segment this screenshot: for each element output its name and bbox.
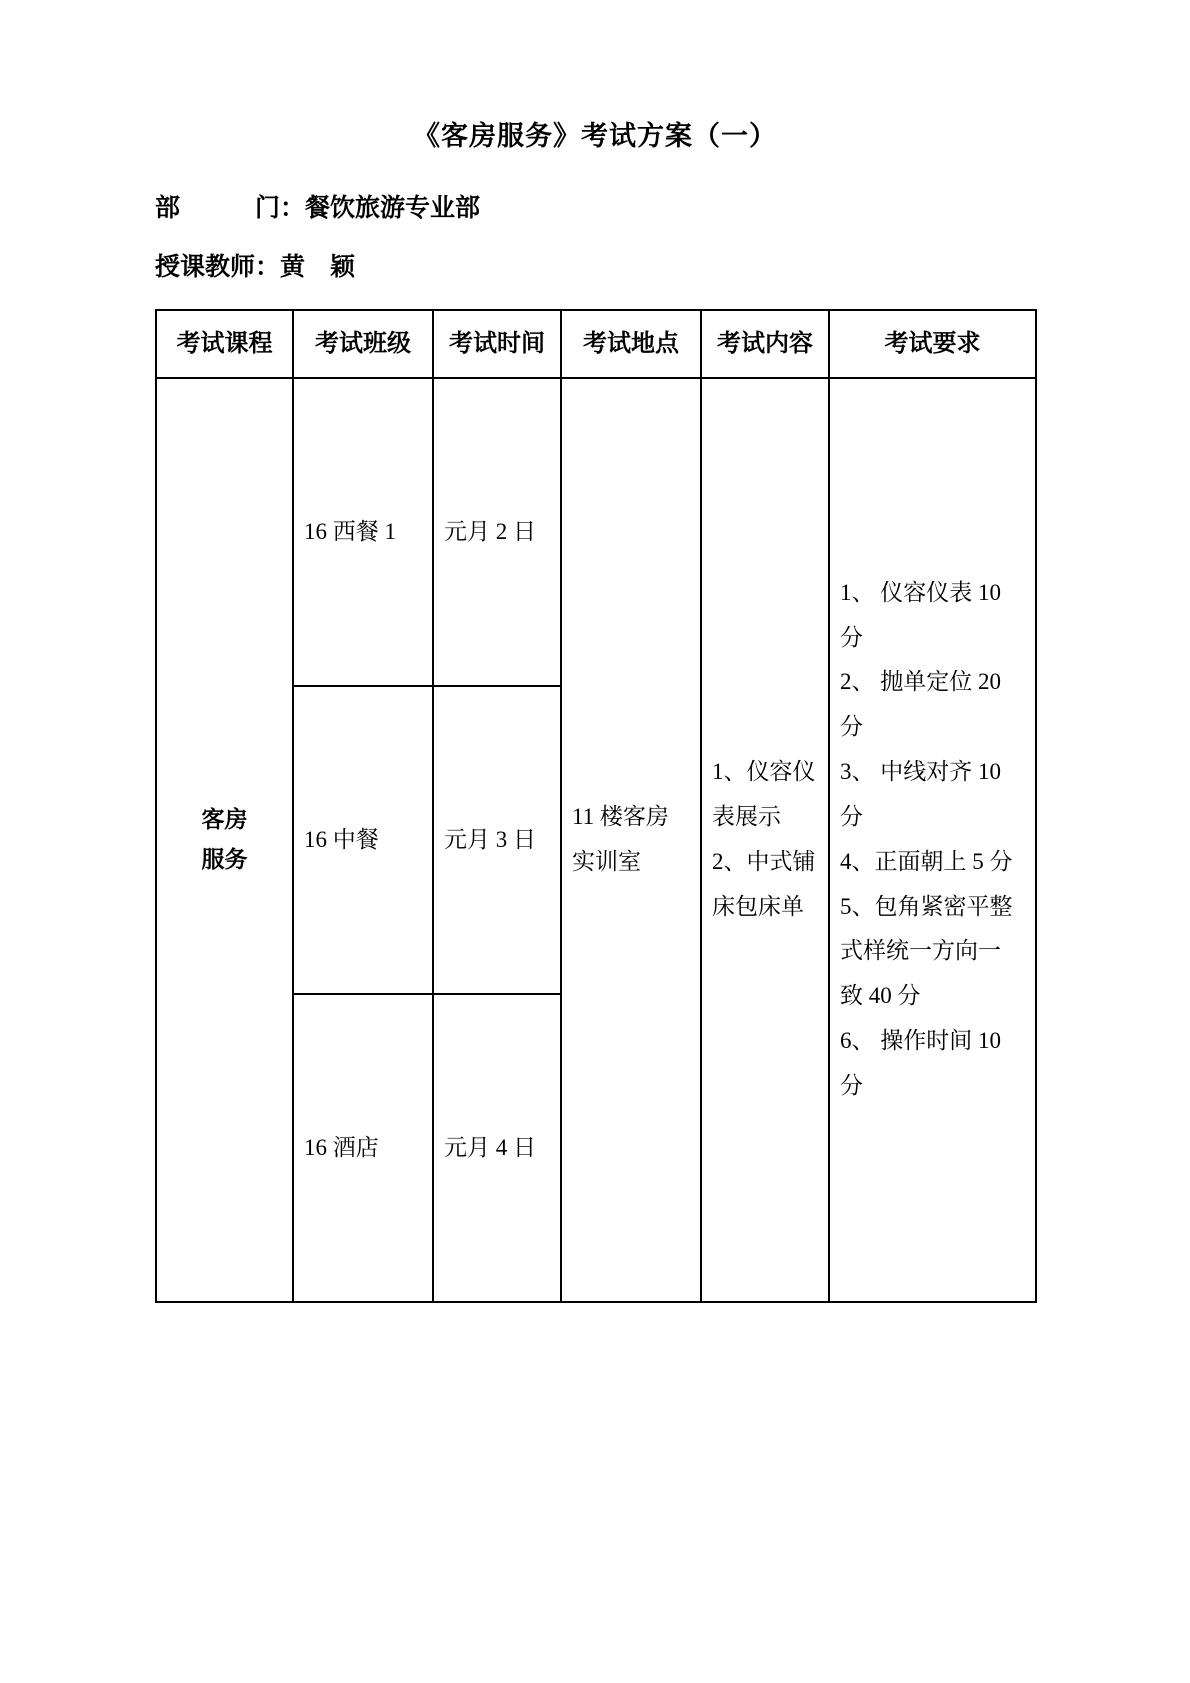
course-line-2: 服务 [201,846,248,872]
requirement-line-7: 4、正面朝上 5 分 [840,848,1013,874]
cell-time-3: 元月 4 日 [433,994,561,1302]
requirement-line-12: 分 [840,1073,863,1099]
cell-requirement [829,378,1036,1302]
header-course: 考试课程 [156,310,293,378]
header-place: 考试地点 [561,310,701,378]
requirement-line-1: 1、 仪容仪表 10 [840,579,1001,605]
header-requirement: 考试要求 [829,310,1036,378]
place-line-2: 实训室 [572,848,641,874]
table-header-row [156,310,1036,378]
cell-content [701,378,829,1302]
content-line-1: 1、仪容仪 [712,759,816,785]
cell-class-3: 16 酒店 [293,994,433,1302]
content-line-3: 2、中式铺 [712,848,816,874]
cell-class-2: 16 中餐 [293,686,433,994]
teacher-line: 授课教师：黄 颖 [155,254,356,282]
place-line-1: 11 楼客房 [572,803,669,829]
exam-plan-table [155,309,1037,1303]
requirement-line-5: 3、 中线对齐 10 [840,759,1001,785]
cell-place [561,378,701,1302]
requirement-line-9: 式样统一方向一 [840,938,1001,964]
requirement-line-6: 分 [840,803,863,829]
requirement-line-11: 6、 操作时间 10 [840,1028,1001,1054]
requirement-line-2: 分 [840,624,863,650]
page-title: 《客房服务》考试方案（一） [413,121,777,151]
table-row [156,378,1036,686]
cell-time-2: 元月 3 日 [433,686,561,994]
department-line: 部 门：餐饮旅游专业部 [155,194,481,222]
content-line-2: 表展示 [712,803,781,829]
header-content: 考试内容 [701,310,829,378]
cell-course [156,378,293,1302]
cell-class-1: 16 西餐 1 [293,378,433,686]
header-class: 考试班级 [293,310,433,378]
requirement-line-10: 致 40 分 [840,983,921,1009]
content-line-4: 床包床单 [712,893,804,919]
requirement-line-4: 分 [840,714,863,740]
cell-time-1: 元月 2 日 [433,378,561,686]
header-time: 考试时间 [433,310,561,378]
course-line-1: 客房 [201,806,248,832]
requirement-line-8: 5、包角紧密平整 [840,893,1013,919]
requirement-line-3: 2、 抛单定位 20 [840,669,1001,695]
